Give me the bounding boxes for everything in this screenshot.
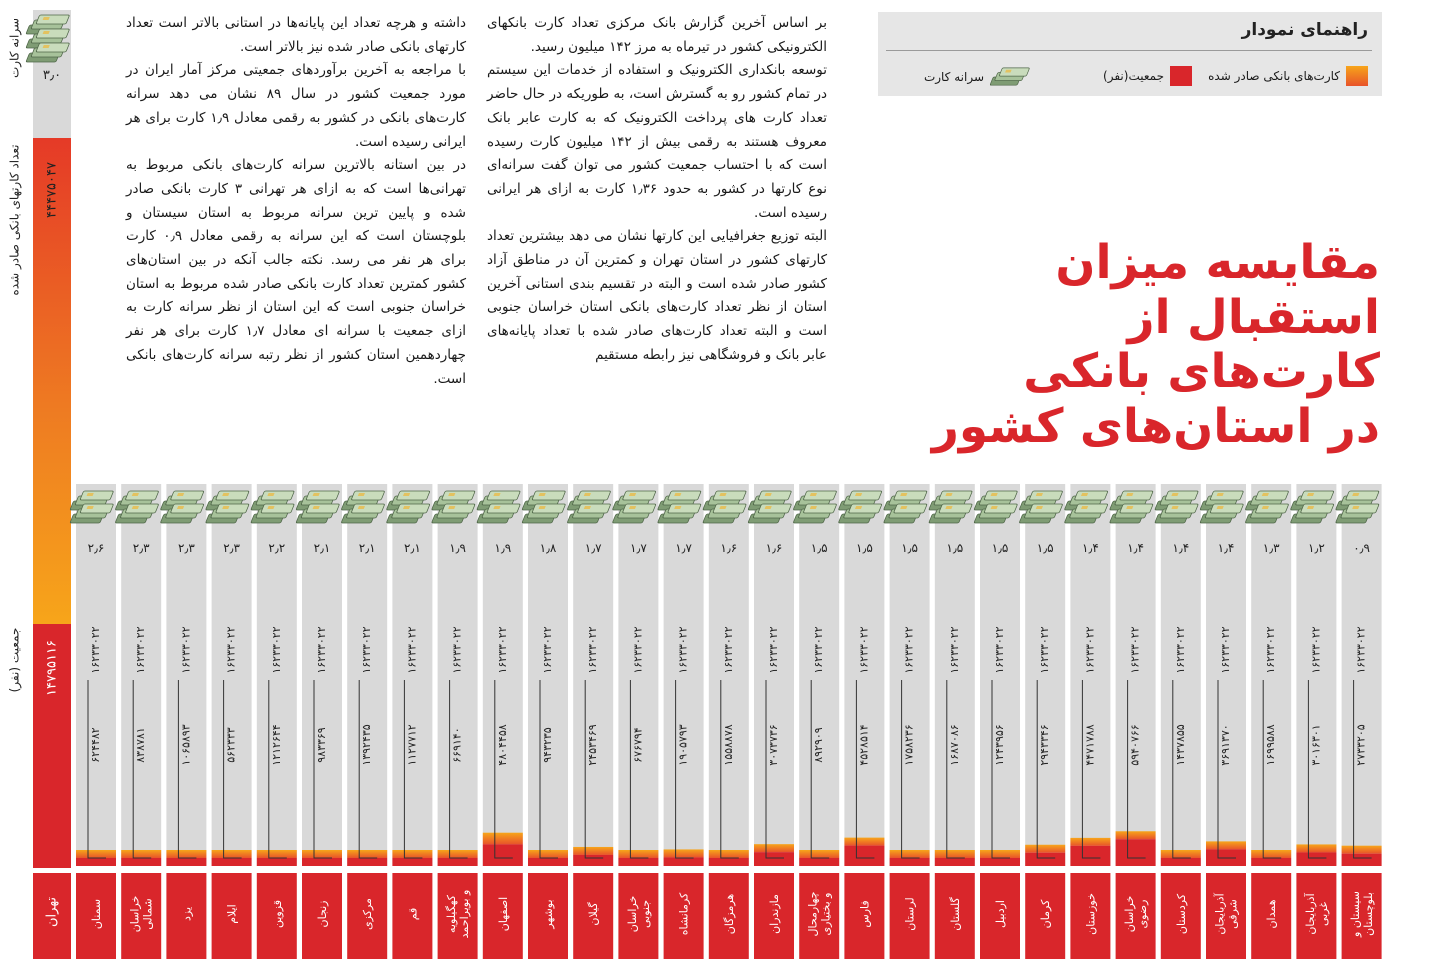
population-bar [528, 858, 568, 866]
legend-title: راهنمای نمودار [1241, 20, 1368, 40]
per-capita-value: ۱٫۷ [675, 541, 692, 555]
province-name [587, 902, 600, 926]
issued-bar [844, 838, 884, 846]
issued-bar [1206, 841, 1246, 849]
province-name [1265, 899, 1278, 928]
issued-value: ۱۶۲۳۳۰۲۲ [1128, 626, 1142, 674]
population-bar [1342, 854, 1382, 866]
issued-swatch [1346, 66, 1368, 86]
issued-value: ۱۶۲۳۳۰۲۲ [315, 626, 328, 674]
population-bar [618, 858, 658, 866]
per-capita-value: ۱٫۳ [1262, 541, 1280, 555]
province-name-line: بوشهر [542, 899, 555, 929]
population-bar [347, 858, 387, 866]
population-value: ۴۵۲۸۵۱۴ [857, 724, 871, 766]
province-name-line: خراسان [1123, 895, 1137, 933]
issued-value: ۱۶۲۳۳۰۲۲ [179, 626, 193, 674]
per-capita-value: ۲٫۳ [223, 541, 240, 555]
population-value: ۶۶۹۱۴۰ [450, 727, 464, 763]
issued-value: ۱۶۲۳۳۰۲۲ [1264, 626, 1278, 674]
province-name-line: هرمزگان [722, 893, 736, 935]
article-paragraph: توسعه بانکداری الکترونیک و استفاده از خدمات این سیستم در تمام کشور رو به گسترش است، به طوریکه در حال حاضر تعداد کارت های پرداخت الکترونیک که به کارت عابر بانک معروف هستند به رقمی بیش از ۱۴۲ میلیون کارت رسیده است که با احتساب جمعیت کشور می توان گفت سرانه‌ای نوع کارتها در کشور به حدود ۱٫۳۶ کارت به ازای هر ایرانی رسیده است. [487, 62, 827, 221]
population-bar [257, 858, 297, 866]
per-capita-value: ۱٫۶ [720, 541, 738, 555]
province-name [1349, 891, 1375, 938]
population-value: ۱۰۶۵۸۹۳ [179, 724, 193, 766]
issued-value: ۱۶۲۳۳۰۲۲ [857, 626, 871, 674]
province-name [361, 898, 374, 930]
province-name-line: اصفهان [496, 896, 510, 932]
province-name-line: غربی [1316, 901, 1330, 927]
headline-line-2: کارت‌های بانکی [1023, 344, 1380, 400]
issued-value: ۱۶۲۳۳۰۲۲ [812, 626, 826, 674]
population-bar [573, 855, 613, 866]
issued-value: ۱۶۲۳۳۰۲۲ [676, 626, 690, 674]
per-capita-value: ۱٫۴ [1082, 541, 1099, 555]
per-capita-value: ۲٫۳ [132, 541, 150, 555]
province-name [1123, 896, 1149, 933]
province-name-line: یزد [180, 906, 194, 922]
province-name-line: کهگیلویه [445, 895, 459, 933]
province-name [626, 896, 652, 933]
per-capita-value: ۱٫۵ [991, 541, 1009, 555]
per-capita-value: ۱٫۵ [901, 541, 918, 555]
issued-value: ۱۶۲۳۳۰۲۲ [721, 626, 735, 674]
population-bar [483, 844, 523, 866]
province-name [542, 899, 555, 929]
issued-bar [528, 850, 568, 858]
province-name-tehran: تهران [44, 897, 60, 927]
issued-bar [121, 850, 161, 858]
issued-bar [76, 850, 116, 858]
population-bar [166, 858, 206, 866]
population-value: ۳۶۹۱۳۷۰ [1219, 724, 1232, 766]
per-capita-value: ۱٫۹ [449, 541, 466, 555]
province-name [226, 904, 239, 924]
population-bar [1251, 858, 1291, 866]
issued-value: ۱۶۲۳۳۰۲۲ [947, 626, 961, 674]
province-name-line: کرمانشاه [677, 892, 691, 936]
issued-value: ۱۶۲۳۳۰۲۲ [1309, 626, 1323, 674]
article-paragraph: با مراجعه به آخرین برآوردهای جمعیتی مرکز آمار ایران در مورد جمعیت کشور در سال ۸۹ نشان می دهد سرانه کارت‌های بانکی در کشور به رقمی معادل ۱٫۹ کارت برای هر ایرانی رسیده است. [126, 62, 467, 150]
per-capita-value: ۱٫۷ [584, 541, 602, 555]
issued-value: ۱۶۲۳۳۰۲۲ [902, 626, 916, 674]
per-capita-value: ۲٫۳ [178, 541, 195, 555]
issued-bar [302, 850, 342, 858]
issued-value: ۱۶۲۳۳۰۲۲ [1038, 626, 1052, 674]
population-bar [392, 858, 432, 866]
legend-item-population [1103, 66, 1192, 86]
population-bar [1116, 839, 1156, 866]
province-name-line: مرکزی [361, 898, 375, 930]
issued-bar [1116, 831, 1156, 839]
province-name-line: خراسان [128, 895, 142, 933]
issued-bar [347, 850, 387, 858]
side-label-per-capita: سرانه کارت [7, 17, 22, 79]
population-value: ۴۴۷۱۷۸۸ [1083, 724, 1097, 766]
province-name [858, 900, 871, 927]
legend-population-label: جمعیت(نفر) [1103, 69, 1164, 83]
issued-bar [1251, 850, 1291, 858]
issued-value: ۱۶۲۳۳۰۲۲ [89, 626, 102, 674]
population-bar [1161, 858, 1201, 866]
province-name [994, 900, 1007, 928]
issued-bar [709, 850, 749, 858]
province-name-line: اردبیل [994, 900, 1007, 928]
province-name-line: مازندران [768, 894, 781, 934]
issued-bar [799, 850, 839, 858]
population-bar [664, 857, 704, 866]
per-capita-value: ۱٫۵ [946, 541, 964, 555]
article-paragraph: بر اساس آخرین گزارش بانک مرکزی تعداد کارت بانکهای الکترونیکی کشور در تیرماه به مرز ۱۴۲ میلیون رسید. [487, 15, 827, 55]
population-value: ۳۰۱۶۳۰۱ [1309, 724, 1323, 766]
province-name-line: گیلان [587, 902, 601, 926]
article-paragraph: البته توزیع جغرافیایی این کارتها نشان می دهد بیشترین تعداد کارتهای کشور در استان تهران و کمترین آن در مناطق آزاد کشور صادر شده است و البته در تقسیم بندی استانی آخرین استان از نظر تعداد کارت‌های بانکی استان خراسان جنوبی است و البته تعداد کارت‌های صادر شده با تعداد پایانه‌های عابر بانک و فروشگاهی نیز رابطه مستقیم [487, 228, 827, 363]
population-bar [212, 858, 252, 866]
issued-value: ۱۶۲۳۳۰۲۲ [405, 626, 419, 674]
per-capita-value: ۱٫۴ [1172, 541, 1190, 555]
article-paragraph: داشته و هرچه تعداد این پایانه‌ها در استانی بالاتر است تعداد کارتهای بانکی صادر شده نیز بالاتر است. [126, 15, 466, 55]
issued-value: ۱۶۲۳۳۰۲۲ [495, 626, 509, 674]
population-value: ۵۶۲۳۳۳ [224, 727, 238, 763]
population-value: ۹۴۳۲۳۵ [541, 727, 554, 763]
province-name [768, 894, 781, 934]
headline [880, 236, 1380, 454]
province-name-line: آذربایجان [1303, 893, 1317, 935]
population-bar [844, 846, 884, 866]
province-name [949, 897, 962, 931]
article-column-right [487, 12, 827, 368]
province-name-line: لرستان [903, 897, 917, 931]
tehran-population-value: ۱۴۷۹۵۱۱۶ [44, 640, 60, 696]
population-value: ۳۰۷۳۷۳۶ [767, 724, 780, 766]
province-name-line: و بویراحمد [458, 889, 472, 939]
population-bar [121, 858, 161, 866]
legend-item-per-capita [924, 66, 1030, 88]
issued-value: ۱۶۲۳۳۰۲۲ [631, 626, 645, 674]
province-name-line: رضوی [1136, 899, 1150, 929]
province-name-line: زنجان [316, 900, 329, 928]
issued-bar [1342, 846, 1382, 854]
per-capita-value: ۱٫۲ [1308, 541, 1325, 555]
per-capita-value: ۱٫۷ [630, 541, 647, 555]
province-name-line: و بختیاری [819, 892, 833, 936]
issued-value: ۱۶۲۳۳۰۲۲ [1219, 626, 1232, 674]
issued-bar [980, 850, 1020, 858]
issued-value: ۱۶۲۳۳۰۲۲ [134, 626, 148, 674]
province-name-line: همدان [1265, 899, 1279, 929]
province-name-line: شرقی [1226, 899, 1240, 929]
issued-bar [618, 850, 658, 858]
province-name-line: شمالی [141, 898, 155, 930]
issued-bar [1296, 844, 1336, 852]
province-name-line: جنوبی [638, 899, 652, 929]
population-bar [935, 858, 975, 866]
province-name-line: سیستان و [1349, 891, 1363, 937]
issued-bar [573, 847, 613, 855]
per-capita-value: ۲٫۱ [358, 541, 376, 555]
issued-bar [392, 850, 432, 858]
side-label-issued: تعداد کارتهای بانکی صادر شده [7, 144, 22, 296]
province-name-line: خراسان [625, 895, 639, 933]
province-name [1175, 893, 1188, 934]
province-name [1039, 899, 1052, 928]
per-capita-value: ۱٫۵ [856, 541, 873, 555]
issued-bar [1070, 838, 1110, 846]
issued-bar [1025, 845, 1065, 853]
headline-line-1: مقایسه میزان استقبال از [1055, 235, 1380, 345]
population-value: ۱۶۸۷۰۸۶ [947, 724, 961, 766]
province-name [723, 894, 736, 935]
side-label-population: جمعیت (نفر) [7, 627, 22, 693]
population-value: ۲۷۳۳۲۰۵ [1354, 724, 1368, 766]
province-name [904, 897, 917, 930]
population-value: ۲۴۵۳۴۶۹ [586, 724, 600, 766]
province-name-line: بلوچستان [1362, 892, 1376, 936]
issued-bar [438, 850, 478, 858]
issued-bar [664, 849, 704, 857]
per-capita-value: ۱٫۵ [1036, 541, 1054, 555]
population-bar [1025, 853, 1065, 866]
province-name [497, 897, 510, 931]
issued-value: ۱۶۲۳۳۰۲۲ [360, 626, 374, 674]
population-bar [980, 858, 1020, 866]
issued-value: ۱۶۲۳۳۰۲۲ [1354, 626, 1368, 674]
issued-value: ۱۶۲۳۳۰۲۲ [1083, 626, 1097, 674]
population-bar [438, 858, 478, 866]
issued-value: ۱۶۲۳۳۰۲۲ [993, 626, 1006, 674]
population-value: ۱۲۴۳۹۵۶ [993, 724, 1006, 766]
province-name-line: قم [406, 907, 420, 921]
province-name [1084, 893, 1097, 935]
issued-bar [935, 850, 975, 858]
tehran-per-capita-value: ۳٫۰ [42, 68, 62, 83]
province-name-line: ایلام [225, 904, 239, 924]
population-value: ۸۳۸۷۸۱ [134, 727, 148, 763]
card-stack-icon [990, 66, 1030, 88]
province-name [445, 890, 471, 939]
province-name-line: کردستان [1174, 893, 1188, 935]
per-capita-value: ۲٫۱ [313, 541, 331, 555]
tehran-issued-value: ۴۴۴۷۵۰۴۷ [44, 162, 60, 218]
population-value: ۶۷۶۷۹۴ [631, 727, 645, 763]
issued-bar [483, 833, 523, 845]
per-capita-value: ۱٫۹ [494, 541, 512, 555]
population-bar [799, 858, 839, 866]
issued-value: ۱۶۲۳۳۰۲۲ [269, 626, 283, 674]
per-capita-value: ۱٫۴ [1217, 541, 1235, 555]
issued-bar [212, 850, 252, 858]
population-swatch [1170, 66, 1192, 86]
province-name [180, 907, 193, 921]
province-name [90, 899, 103, 929]
population-bar [302, 858, 342, 866]
legend-item-issued [1208, 66, 1368, 86]
per-capita-value: ۱٫۸ [539, 541, 557, 555]
issued-value: ۱۶۲۳۳۰۲۲ [450, 626, 464, 674]
per-capita-value: ۱٫۶ [765, 541, 783, 555]
population-value: ۱۶۹۹۵۸۸ [1264, 724, 1278, 766]
per-capita-value: ۱٫۵ [810, 541, 828, 555]
population-value: ۱۲۱۲۶۴۴ [269, 724, 283, 766]
province-name [406, 908, 419, 921]
province-name-line: سمنان [90, 898, 103, 930]
province-name-line: قزوین [270, 899, 284, 929]
province-name [678, 892, 691, 935]
population-value: ۵۹۴۰۷۶۶ [1128, 724, 1142, 766]
population-value: ۱۵۵۸۸۷۸ [721, 724, 735, 766]
per-capita-value: ۱٫۴ [1127, 541, 1144, 555]
province-name-line: گلستان [948, 897, 962, 931]
headline-line-3: در استان‌های کشور [931, 398, 1380, 454]
per-capita-value: ۲٫۱ [404, 541, 421, 555]
province-name-line: فارس [858, 900, 872, 928]
issued-bar [257, 850, 297, 858]
population-bar [76, 858, 116, 866]
population-value: ۲۹۴۳۳۴۶ [1038, 724, 1052, 766]
population-value: ۸۹۲۹۰۹ [812, 727, 826, 763]
issued-value: ۱۶۲۳۳۰۲۲ [586, 626, 600, 674]
issued-value: ۱۶۲۳۳۰۲۲ [767, 626, 780, 674]
province-name-line: آذربایجان [1213, 893, 1227, 935]
population-value: ۶۲۴۴۸۲ [89, 727, 102, 763]
population-value: ۴۸۰۴۴۵۸ [495, 724, 509, 766]
population-value: ۱۴۳۷۸۵۵ [1173, 724, 1187, 766]
population-value: ۱۳۹۲۴۳۵ [360, 724, 374, 766]
issued-value: ۱۶۲۳۳۰۲۲ [1173, 626, 1187, 674]
per-capita-value: ۰٫۹ [1353, 541, 1370, 555]
issued-bar [890, 850, 930, 858]
province-name [129, 896, 155, 933]
chart-legend [878, 12, 1382, 96]
article-paragraph: در بین استانه بالاترین سرانه کارت‌های بانکی مربوط به تهرانی‌ها است که به ازای هر تهرانی ۳ کارت بانکی صادر شده و پایین ترین سرانه مربوط به استان سیستان و بلوچستان است که این سرانه به رقمی معادل ۰٫۹ کارت برای هر نفر می رسد. نکته جالب آنکه در بین استان‌های کشور کمترین تعداد کارت بانکی صادر شده مربوط به استان خراسان جنوبی است که این استان از نظر سرانه کارت به ازای جمعیت با سرانه ای معادل ۱٫۷ کارت برای هر نفر چهاردهمین استان کشور از نظر رتبه سرانه کارت‌های بانکی است. [126, 157, 467, 387]
population-bar [1296, 852, 1336, 866]
province-name-line: چهارمحال [806, 891, 820, 937]
province-name-line: کرمان [1039, 899, 1053, 929]
article-column-left [126, 12, 466, 391]
issued-value: ۱۶۲۳۳۰۲۲ [224, 626, 238, 674]
province-name [807, 892, 833, 937]
issued-bar [166, 850, 206, 858]
issued-bar [754, 844, 794, 852]
per-capita-value: ۲٫۲ [268, 541, 286, 555]
issued-bar [1161, 850, 1201, 858]
legend-issued-label: کارت‌های بانکی صادر شده [1208, 69, 1340, 83]
population-value: ۱۷۵۸۲۳۶ [902, 724, 916, 766]
population-value: ۱۱۲۷۷۱۲ [405, 724, 419, 766]
population-bar [754, 852, 794, 866]
population-value: ۱۹۰۵۷۹۳ [676, 724, 690, 766]
legend-per-capita-label: سرانه کارت [923, 70, 984, 84]
province-name [271, 900, 284, 928]
population-value: ۹۸۳۳۶۹ [315, 727, 328, 763]
per-capita-value: ۲٫۶ [87, 541, 105, 555]
province-name-line: خوزستان [1084, 893, 1098, 935]
population-bar [890, 858, 930, 866]
province-name [316, 901, 329, 928]
issued-value: ۱۶۲۳۳۰۲۲ [541, 626, 554, 674]
population-bar [709, 858, 749, 866]
population-bar [1070, 846, 1110, 866]
legend-divider [886, 50, 1372, 51]
